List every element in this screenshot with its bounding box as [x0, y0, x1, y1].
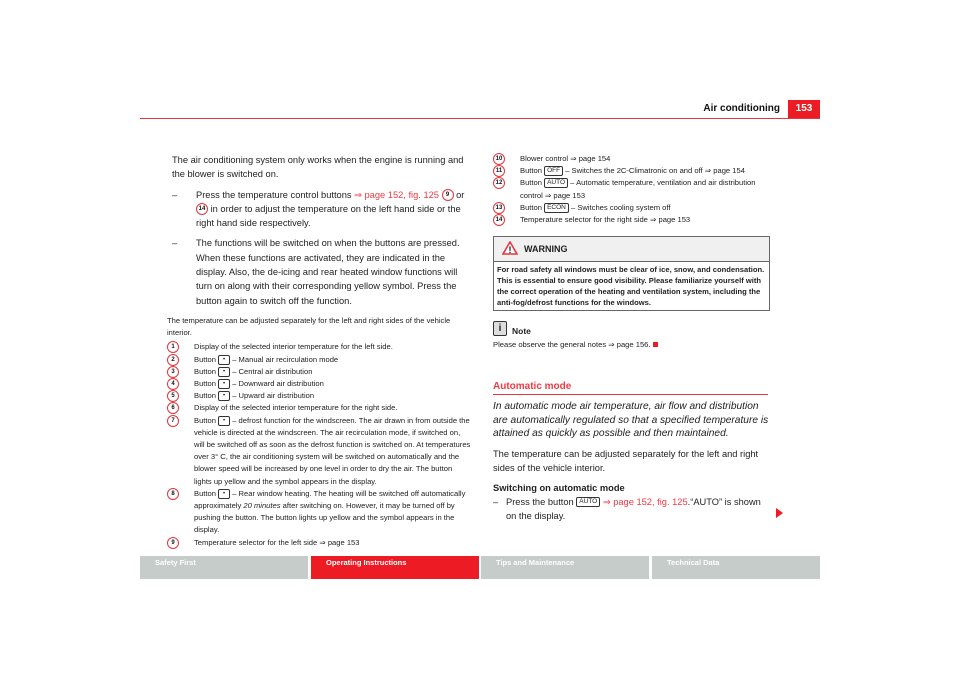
item-text: – Automatic temperature, ventilation and air distribution control ⇒ page 153 — [520, 178, 756, 200]
legend-item — [167, 366, 472, 378]
info-icon: i — [493, 321, 507, 336]
warning-body: For road safety all windows must be clear of ice, snow, and condensation. This is essential to ensure good visibility. Please familiarize yourself with the correct operation of the heating and ventilation system, including the anti-fog/defrost functions for the windows. — [497, 265, 765, 308]
item-text: Blower control ⇒ page 154 — [520, 154, 611, 163]
step-2 — [172, 236, 472, 307]
legend-item — [167, 354, 472, 366]
item-text: Temperature selector for the left side ⇒ page 153 — [194, 537, 360, 547]
callout-badge: 11 — [493, 165, 505, 177]
warning-box — [493, 236, 770, 311]
item-emphasis: 20 minutes — [243, 501, 281, 511]
item-prefix: Button — [194, 366, 216, 376]
item-text: Temperature selector for the right side ⇒ page 153 — [520, 215, 691, 225]
callout-badge: 13 — [493, 202, 505, 214]
header-rule — [140, 118, 820, 119]
button-label: OFF — [544, 166, 563, 176]
legend-item — [167, 390, 472, 402]
upward-air-icon: • — [218, 391, 230, 401]
subheading: Switching on automatic mode — [493, 482, 625, 493]
warning-title: WARNING — [524, 244, 568, 255]
item-prefix: Button — [520, 166, 542, 176]
callout-badge: 7 — [167, 415, 179, 427]
page-link[interactable]: ⇒ page 152, fig. 125 — [354, 189, 439, 200]
legend-item — [493, 177, 773, 201]
callout-badge: 9 — [167, 537, 179, 549]
item-text: after switching on. However, it may be turned off by pushing the button. The button lights up yellow and the symbol appears in the display. — [194, 501, 455, 535]
callout-badge: 14 — [493, 214, 505, 226]
section-title: Air conditioning — [703, 103, 780, 114]
item-text: – Manual air recirculation mode — [232, 354, 339, 364]
step-text: The functions will be switched on when the buttons are pressed. When these functions are activated, they are indicated in the display. Also, the de-icing and rear heated window functions will turn on along with their corresponding yellow symbol. Press the button again to switch off the function. — [196, 238, 460, 306]
tab-safety-first[interactable]: Safety First — [140, 556, 308, 579]
item-prefix: Button — [194, 354, 216, 364]
item-text: – Upward air distribution — [232, 391, 315, 401]
step-text: .“AUTO” is shown on the display. — [506, 496, 761, 522]
legend-item — [167, 537, 472, 549]
right-column — [493, 153, 773, 523]
legend-item — [167, 341, 472, 353]
legend-item — [167, 488, 472, 537]
callout-badge: 8 — [167, 488, 179, 500]
button-label: ECON — [544, 203, 569, 213]
central-air-icon: • — [218, 367, 230, 377]
lead-paragraph: In automatic mode air temperature, air flow and distribution are automatically regulated so that a specified temperature is attained as quickly as possible and then maintained. — [493, 401, 769, 440]
rear-window-heating-icon: • — [218, 489, 230, 499]
callout-badge: 1 — [167, 341, 179, 353]
item-prefix: Button — [194, 378, 216, 388]
automatic-mode-section — [493, 400, 771, 523]
note-body: Please observe the general notes ⇒ page 156. — [493, 340, 651, 350]
item-text: Display of the selected interior temperature for the right side. — [194, 403, 398, 413]
step-text: Press the temperature control buttons — [196, 189, 355, 200]
note — [493, 321, 768, 351]
item-text: – defrost function for the windscreen. The air drawn in from outside the vehicle is directed at the windscreen. The air recirculation mode, if switched on, will be switched off as soon as the defrost function is switched on. At temperatures over 3° C, the air conditioning system will be switched on automatically and the blower speed will be increased by one level in order to dry the air. The button lights up yellow and the symbol appears in the display. — [194, 415, 471, 486]
callout-badge: 3 — [167, 366, 179, 378]
item-text: – Central air distribution — [232, 366, 313, 376]
tab-tips-and-maintenance[interactable]: Tips and Maintenance — [481, 556, 649, 579]
tab-technical-data[interactable]: Technical Data — [652, 556, 820, 579]
legend-item — [493, 214, 773, 226]
continue-arrow-icon — [776, 508, 783, 518]
end-marker — [653, 342, 658, 347]
recirculation-icon: • — [218, 355, 230, 365]
legend-item — [167, 378, 472, 390]
step-text: or — [453, 189, 465, 200]
callout-badge: 14 — [196, 203, 208, 215]
item-prefix: Button — [194, 488, 216, 498]
note-title: Note — [512, 326, 531, 337]
figure-legend-right — [493, 153, 773, 226]
tab-operating-instructions[interactable]: Operating Instructions — [311, 556, 479, 579]
callout-badge: 6 — [167, 402, 179, 414]
legend-item — [493, 153, 773, 165]
paragraph: The temperature can be adjusted separately for the left and right sides of the vehicle interior. — [493, 448, 759, 474]
item-text: Display of the selected interior temperature for the left side. — [194, 342, 393, 352]
auto-button-label: AUTO — [576, 497, 600, 507]
legend-item — [167, 402, 472, 414]
item-prefix: Button — [520, 178, 542, 188]
callout-badge: 12 — [493, 177, 505, 189]
windscreen-defrost-icon: • — [218, 416, 230, 426]
svg-text:!: ! — [508, 245, 512, 256]
step-text: in order to adjust the temperature on the left hand side or the right hand side respectively. — [196, 203, 461, 229]
item-text: – Switches the 2C-Climatronic on and off ⇒ page 154 — [563, 166, 745, 176]
item-text: – Downward air distribution — [232, 378, 324, 388]
left-column — [167, 153, 472, 549]
callout-badge: 5 — [167, 390, 179, 402]
dash: – — [493, 496, 499, 507]
downward-air-icon: • — [218, 379, 230, 389]
callout-badge: 2 — [167, 354, 179, 366]
callout-badge: 9 — [442, 189, 454, 201]
button-label: AUTO — [544, 178, 568, 188]
item-text: – Switches cooling system off — [568, 202, 671, 212]
dash: – — [172, 189, 178, 200]
step-1 — [172, 188, 472, 231]
callout-badge: 4 — [167, 378, 179, 390]
page-number: 153 — [788, 100, 820, 118]
figure-legend-left — [167, 315, 472, 549]
caption: The temperature can be adjusted separately for the left and right sides of the vehicle interior. — [167, 315, 451, 338]
intro-paragraph: The air conditioning system only works when the engine is running and the blower is switched on. — [172, 155, 464, 180]
item-prefix: Button — [520, 202, 542, 212]
item-text: – Rear window heating. The heating will be switched off automatically approximately — [194, 488, 466, 511]
callout-badge: 10 — [493, 153, 505, 165]
legend-item — [167, 415, 472, 488]
warning-triangle-icon — [502, 241, 518, 257]
item-prefix: Button — [194, 391, 216, 401]
page-link[interactable]: ⇒ page 152, fig. 125 — [600, 496, 688, 507]
item-prefix: Button — [194, 415, 216, 425]
step — [493, 495, 771, 524]
dash: – — [172, 238, 178, 249]
legend-item — [493, 165, 773, 177]
legend-item — [493, 202, 773, 214]
section-heading: Automatic mode — [493, 381, 768, 395]
step-text: Press the button — [506, 496, 577, 507]
